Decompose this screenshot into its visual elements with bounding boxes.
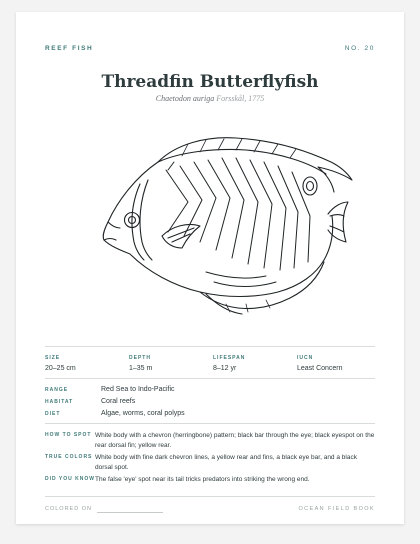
- eye-bar: [125, 180, 153, 260]
- divider: [45, 378, 375, 379]
- stat-size: [45, 355, 129, 372]
- colored-on-line: [97, 512, 163, 513]
- coloring-page: [16, 12, 404, 524]
- divider: [45, 496, 375, 497]
- stats-row: [45, 355, 375, 379]
- page-title: Threadfin Butterflyfish: [101, 72, 319, 92]
- dorsal-eyespot: [303, 177, 317, 195]
- stat-value: Least Concern: [297, 365, 343, 372]
- stat-value: 1–35 m: [129, 365, 153, 372]
- pectoral-fin: [162, 224, 200, 248]
- note-text: The false 'eye' spot near its tail tricks predators into striking the wrong end.: [95, 476, 310, 483]
- page-header: [45, 45, 375, 57]
- stat-value: 8–12 yr: [213, 365, 237, 372]
- fact-value: Coral reefs: [101, 398, 136, 405]
- stat-iucn: [297, 355, 381, 372]
- scientific-name: [16, 94, 404, 103]
- note-label: TRUE COLORS: [45, 454, 93, 460]
- binomial-name: Chaetodon auriga: [155, 94, 215, 103]
- stat-label: LIFESPAN: [213, 355, 246, 361]
- page-number: NO. 20: [344, 45, 375, 52]
- fish-illustration: [96, 122, 356, 327]
- stat-label: DEPTH: [129, 355, 151, 361]
- fact-value: Red Sea to Indo-Pacific: [101, 386, 175, 393]
- stat-lifespan: [213, 355, 297, 372]
- stat-depth: [129, 355, 213, 372]
- colored-on-label: COLORED ON: [45, 506, 92, 512]
- fact-diet: [45, 410, 375, 422]
- divider: [45, 346, 375, 347]
- note-label: DID YOU KNOW: [45, 476, 95, 482]
- stat-value: 20–25 cm: [45, 365, 76, 372]
- stat-label: SIZE: [45, 355, 61, 361]
- page-footer: [45, 506, 375, 516]
- brand-label: OCEAN FIELD BOOK: [298, 506, 375, 512]
- fact-label: DIET: [45, 411, 61, 417]
- stat-label: IUCN: [297, 355, 314, 361]
- fact-label: RANGE: [45, 387, 69, 393]
- fact-value: Algae, worms, coral polyps: [101, 410, 185, 417]
- fact-habitat: [45, 398, 375, 410]
- note-text: White body with fine dark chevron lines, a yellow rear and fins, a black eye bar, and a black dorsal spot.: [95, 454, 357, 471]
- category-label: REEF FISH: [45, 45, 94, 52]
- note-text: White body with a chevron (herringbone) pattern; black bar through the eye; black eyespot on the rear dorsal fin; yellow rear.: [95, 432, 375, 449]
- note-label: HOW TO SPOT: [45, 432, 92, 438]
- fact-range: [45, 386, 375, 398]
- authority: Forsskål, 1775: [216, 94, 265, 103]
- divider: [45, 423, 375, 424]
- chevron-pattern: [166, 158, 310, 287]
- fact-label: HABITAT: [45, 399, 74, 405]
